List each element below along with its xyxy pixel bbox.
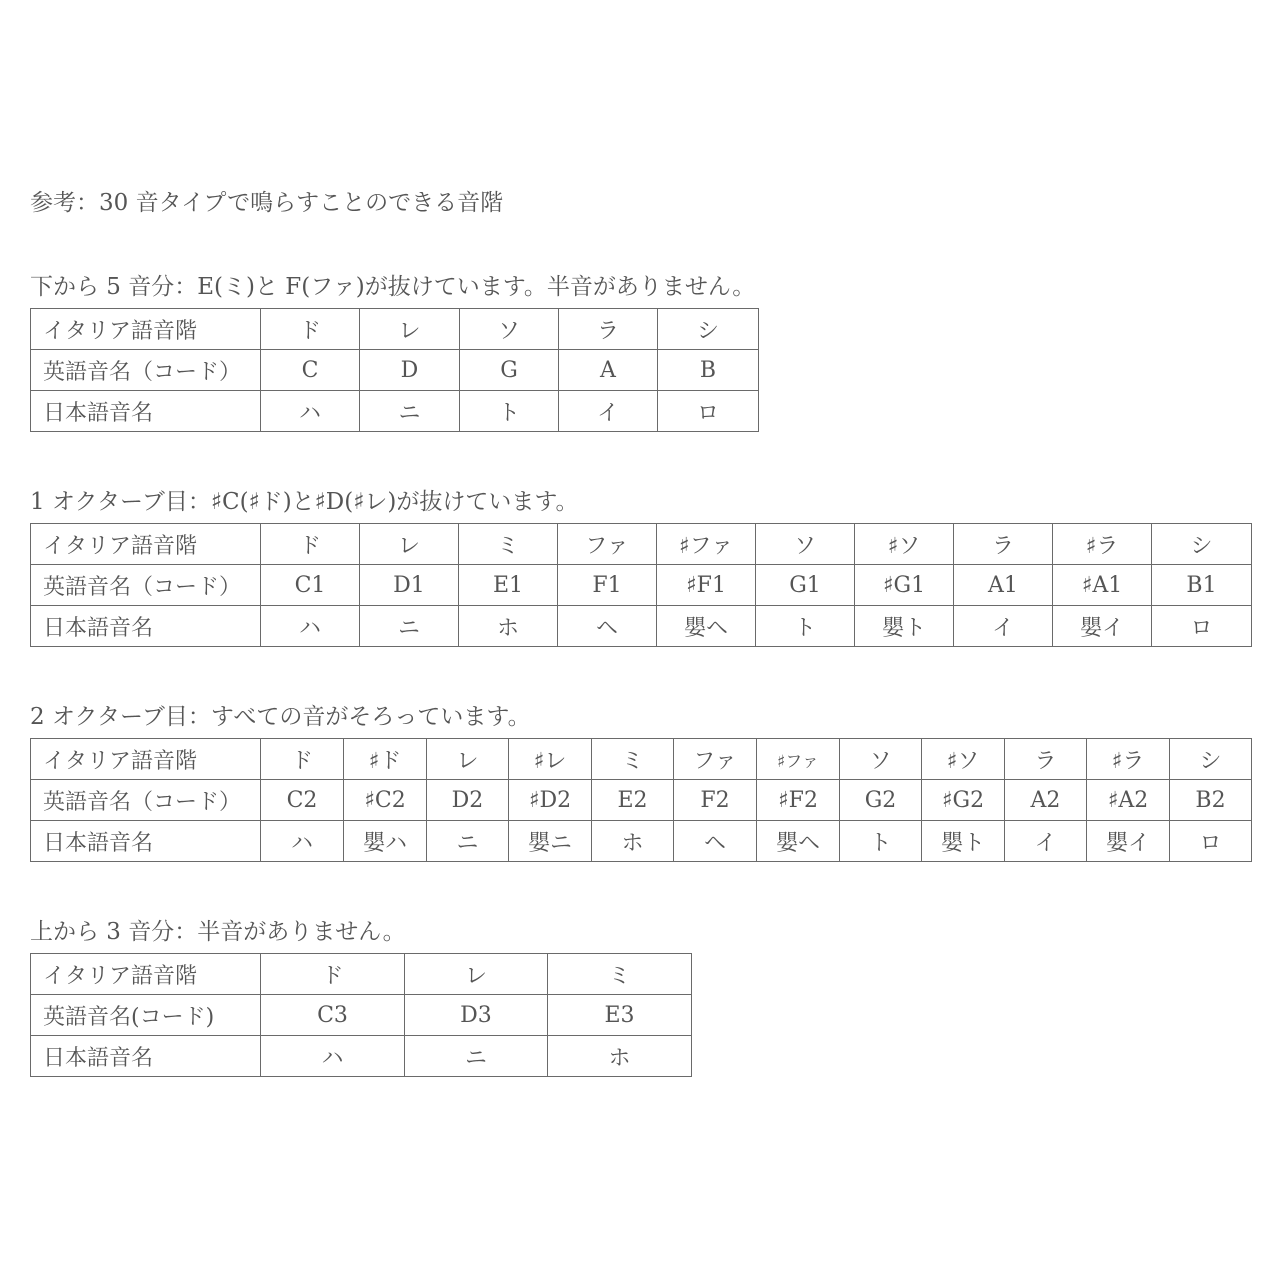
japanese-note-cell: ハ	[261, 821, 344, 862]
japanese-note-cell: ニ	[360, 391, 460, 432]
italian-note-cell: レ	[360, 524, 459, 565]
italian-note-cell: ♯ラ	[1087, 739, 1170, 780]
english-note-cell: E3	[548, 995, 692, 1036]
english-note-cell: A1	[954, 565, 1053, 606]
italian-note-cell: ソ	[460, 309, 559, 350]
english-name-row	[31, 565, 1252, 606]
japanese-note-cell: ヘ	[558, 606, 657, 647]
italian-note-cell: ♯ド	[344, 739, 427, 780]
italian-note-cell: ♯ファ	[657, 524, 756, 565]
english-note-cell: G	[460, 350, 559, 391]
japanese-note-cell: ト	[756, 606, 855, 647]
japanese-note-cell: ホ	[459, 606, 558, 647]
italian-note-cell: ミ	[592, 739, 674, 780]
english-note-cell: A2	[1005, 780, 1087, 821]
english-note-cell: ♯F1	[657, 565, 756, 606]
english-note-cell: D3	[405, 995, 548, 1036]
italian-scale-label: イタリア語音階	[31, 739, 261, 780]
italian-note-cell: ファ	[558, 524, 657, 565]
japanese-note-cell: ロ	[1170, 821, 1252, 862]
english-note-cell: ♯F2	[757, 780, 840, 821]
italian-note-cell: ソ	[756, 524, 855, 565]
italian-note-cell: ♯ソ	[855, 524, 954, 565]
japanese-note-cell: ロ	[658, 391, 759, 432]
japanese-note-cell: 嬰ハ	[344, 821, 427, 862]
japanese-note-cell: 嬰ヘ	[757, 821, 840, 862]
italian-note-cell: ド	[261, 309, 360, 350]
italian-note-cell: ♯レ	[509, 739, 592, 780]
italian-note-cell: ド	[261, 524, 360, 565]
english-note-cell: C3	[261, 995, 405, 1036]
japanese-note-cell: イ	[954, 606, 1053, 647]
italian-note-cell: ラ	[559, 309, 658, 350]
scale-table-first-octave	[30, 523, 1252, 647]
italian-note-cell: ド	[261, 954, 405, 995]
japanese-note-cell: 嬰ト	[922, 821, 1005, 862]
japanese-name-label: 日本語音名	[31, 606, 261, 647]
english-note-cell: ♯G2	[922, 780, 1005, 821]
italian-note-cell: ♯ラ	[1053, 524, 1152, 565]
italian-scale-row	[31, 954, 692, 995]
english-note-cell: C	[261, 350, 360, 391]
italian-note-cell: ソ	[840, 739, 922, 780]
italian-note-cell: シ	[1152, 524, 1252, 565]
italian-note-cell: シ	[658, 309, 759, 350]
italian-note-cell: ♯ファ	[757, 739, 840, 780]
english-note-cell: D2	[427, 780, 509, 821]
japanese-note-cell: ホ	[592, 821, 674, 862]
italian-note-cell: シ	[1170, 739, 1252, 780]
english-name-label: 英語音名（コード）	[31, 780, 261, 821]
japanese-note-cell: 嬰ト	[855, 606, 954, 647]
english-note-cell: ♯A1	[1053, 565, 1152, 606]
english-note-cell: F2	[674, 780, 757, 821]
italian-note-cell: レ	[405, 954, 548, 995]
italian-note-cell: ♯ソ	[922, 739, 1005, 780]
english-note-cell: ♯D2	[509, 780, 592, 821]
japanese-note-cell: 嬰イ	[1087, 821, 1170, 862]
english-note-cell: B1	[1152, 565, 1252, 606]
english-note-cell: B	[658, 350, 759, 391]
italian-note-cell: レ	[360, 309, 460, 350]
japanese-name-label: 日本語音名	[31, 1036, 261, 1077]
japanese-note-cell: ハ	[261, 606, 360, 647]
italian-note-cell: ラ	[1005, 739, 1087, 780]
italian-note-cell: ラ	[954, 524, 1053, 565]
japanese-name-label: 日本語音名	[31, 821, 261, 862]
japanese-note-cell: ヘ	[674, 821, 757, 862]
japanese-note-cell: ホ	[548, 1036, 692, 1077]
section-heading-second-octave: 2 オクターブ目：すべての音がそろっています。	[30, 704, 531, 730]
italian-note-cell: ミ	[548, 954, 692, 995]
japanese-name-row	[31, 821, 1252, 862]
japanese-note-cell: 嬰ニ	[509, 821, 592, 862]
section-heading-top-three: 上から 3 音分：半音がありません。	[30, 919, 406, 945]
japanese-note-cell: イ	[1005, 821, 1087, 862]
english-note-cell: F1	[558, 565, 657, 606]
italian-scale-label: イタリア語音階	[31, 524, 261, 565]
english-note-cell: D1	[360, 565, 459, 606]
english-note-cell: ♯C2	[344, 780, 427, 821]
english-name-row	[31, 995, 692, 1036]
japanese-name-row	[31, 606, 1252, 647]
section-heading-lowest-five: 下から 5 音分：E(ミ)と F(ファ)が抜けています。半音がありません。	[30, 274, 756, 300]
english-note-cell: G1	[756, 565, 855, 606]
english-note-cell: D	[360, 350, 460, 391]
english-note-cell: G2	[840, 780, 922, 821]
english-note-cell: B2	[1170, 780, 1252, 821]
english-note-cell: C1	[261, 565, 360, 606]
english-note-cell: C2	[261, 780, 344, 821]
english-name-label: 英語音名（コード）	[31, 565, 261, 606]
scale-table-top-three	[30, 953, 692, 1077]
english-name-row	[31, 350, 759, 391]
japanese-note-cell: ト	[460, 391, 559, 432]
japanese-note-cell: 嬰ヘ	[657, 606, 756, 647]
english-note-cell: ♯G1	[855, 565, 954, 606]
japanese-note-cell: イ	[559, 391, 658, 432]
japanese-note-cell: ニ	[360, 606, 459, 647]
japanese-note-cell: ロ	[1152, 606, 1252, 647]
italian-scale-label: イタリア語音階	[31, 954, 261, 995]
japanese-name-label: 日本語音名	[31, 391, 261, 432]
english-name-label: 英語音名(コード)	[31, 995, 261, 1036]
italian-scale-label: イタリア語音階	[31, 309, 261, 350]
english-note-cell: E1	[459, 565, 558, 606]
japanese-note-cell: ニ	[427, 821, 509, 862]
italian-note-cell: ファ	[674, 739, 757, 780]
scale-table-second-octave	[30, 738, 1252, 862]
japanese-note-cell: ト	[840, 821, 922, 862]
japanese-note-cell: ハ	[261, 1036, 405, 1077]
italian-note-cell: レ	[427, 739, 509, 780]
japanese-note-cell: 嬰イ	[1053, 606, 1152, 647]
japanese-name-row	[31, 391, 759, 432]
english-note-cell: ♯A2	[1087, 780, 1170, 821]
section-heading-first-octave: 1 オクターブ目：♯C(♯ド)と♯D(♯レ)が抜けています。	[30, 489, 579, 515]
scale-table-lowest-five	[30, 308, 759, 432]
italian-scale-row	[31, 309, 759, 350]
italian-scale-row	[31, 524, 1252, 565]
italian-note-cell: ミ	[459, 524, 558, 565]
japanese-name-row	[31, 1036, 692, 1077]
english-name-row	[31, 780, 1252, 821]
italian-note-cell: ド	[261, 739, 344, 780]
english-note-cell: A	[559, 350, 658, 391]
english-name-label: 英語音名（コード）	[31, 350, 261, 391]
japanese-note-cell: ニ	[405, 1036, 548, 1077]
page-title: 参考：30 音タイプで鳴らすことのできる音階	[30, 190, 504, 216]
italian-scale-row	[31, 739, 1252, 780]
english-note-cell: E2	[592, 780, 674, 821]
japanese-note-cell: ハ	[261, 391, 360, 432]
